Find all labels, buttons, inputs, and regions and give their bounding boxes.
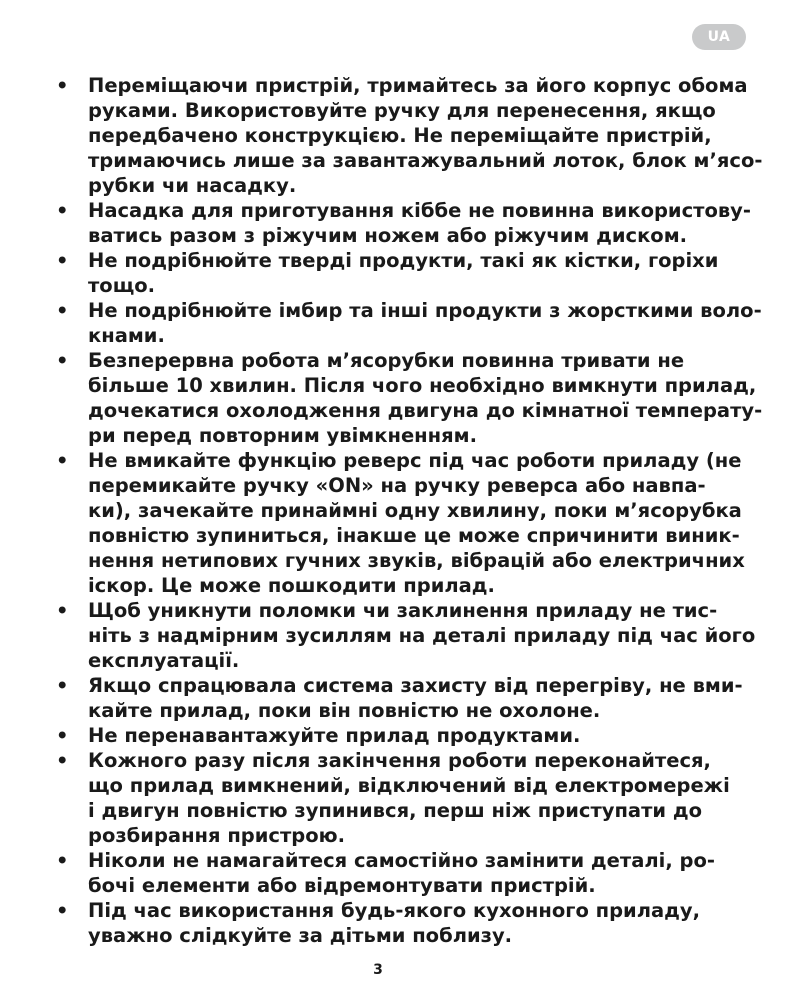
text-line: перемикайте ручку «ON» на ручку реверса або навпа- [88,474,706,497]
text-line: експлуатації. [88,649,240,672]
text-line: кайте прилад, поки він повністю не охолоне. [88,699,601,722]
text-line: Не подрібнюйте тверді продукти, такі як кістки, горіхи [88,249,719,272]
text-line: Не подрібнюйте імбир та інші продукти з жорсткими воло- [88,299,762,322]
text-line: Не вмикайте функцію реверс під час роботи приладу (не [88,449,742,472]
bullet: • [56,749,69,772]
bullet: • [56,74,69,97]
list-item [56,348,763,448]
bullet: • [56,849,69,872]
text-line: більше 10 хвилин. Після чого необхідно вимкнути прилад, [88,374,757,397]
text-line: уважно слідкуйте за дітьми поблизу. [88,924,513,947]
text-line: рубки чи насадку. [88,174,297,197]
text-line: ки), зачекайте принаймні одну хвилину, поки м’ясорубка [88,499,742,522]
text-line: Безперервна робота м’ясорубки повинна тривати не [88,349,685,372]
text-line: тримаючись лише за завантажувальний лоток, блок м’ясо- [88,149,763,172]
text-line: ри перед повторним увімкненням. [88,424,477,447]
bullet: • [56,449,69,472]
bullet: • [56,349,69,372]
list-item [56,73,763,198]
text-line: передбачено конструкцією. Не переміщайте пристрій, [88,124,712,147]
text-line: Ніколи не намагайтеся самостійно замінити деталі, ро- [88,849,715,872]
bullet: • [56,599,69,622]
text-line: Під час використання будь-якого кухонного приладу, [88,899,701,922]
text-line: Щоб уникнути поломки чи заклинення приладу не тис- [88,599,718,622]
text-line: Кожного разу після закінчення роботи переконайтеся, [88,749,711,772]
text-line: і двигун повністю зупинився, перш ніж приступати до [88,799,702,822]
text-line: нення нетипових гучних звуків, вібрацій або електричних [88,549,745,572]
page-number: 3 [373,962,383,978]
list-item [56,748,756,848]
text-line: розбирання пристрою. [88,824,346,847]
bullet: • [56,899,69,922]
list-item [56,598,756,673]
list-item [56,898,756,948]
text-line: Насадка для приготування кіббе не повинна використову- [88,199,751,222]
text-line: дочекатися охолодження двигуна до кімнатної температу- [88,399,763,422]
text-line: бочі елементи або відремонтувати пристрій. [88,874,596,897]
list-item [56,673,756,723]
list-item [56,448,756,598]
safety-instructions-list [56,73,763,948]
text-line: тощо. [88,274,156,297]
text-line: Переміщаючи пристрій, тримайтесь за його корпус обома [88,74,748,97]
bullet: • [56,674,69,697]
bullet: • [56,249,69,272]
list-item [56,723,756,748]
text-line: іскор. Це може пошкодити прилад. [88,574,495,597]
list-item [56,198,756,248]
list-item [56,848,756,898]
text-line: ватись разом з ріжучим ножем або ріжучим диском. [88,224,688,247]
text-line: повністю зупиниться, інакше це може спричинити виник- [88,524,740,547]
text-line: Не перенавантажуйте прилад продуктами. [88,724,581,747]
text-line: Якщо спрацювала система захисту від перегріву, не вми- [88,674,743,697]
bullet: • [56,299,69,322]
text-line: кнами. [88,324,165,347]
list-item [56,298,762,348]
list-item [56,248,756,298]
text-line: ніть з надмірним зусиллям на деталі приладу під час його [88,624,756,647]
text-line: руками. Використовуйте ручку для перенесення, якщо [88,99,716,122]
bullet: • [56,724,69,747]
language-badge: UA [692,24,746,50]
text-line: що прилад вимкнений, відключений від електромережі [88,774,730,797]
bullet: • [56,199,69,222]
